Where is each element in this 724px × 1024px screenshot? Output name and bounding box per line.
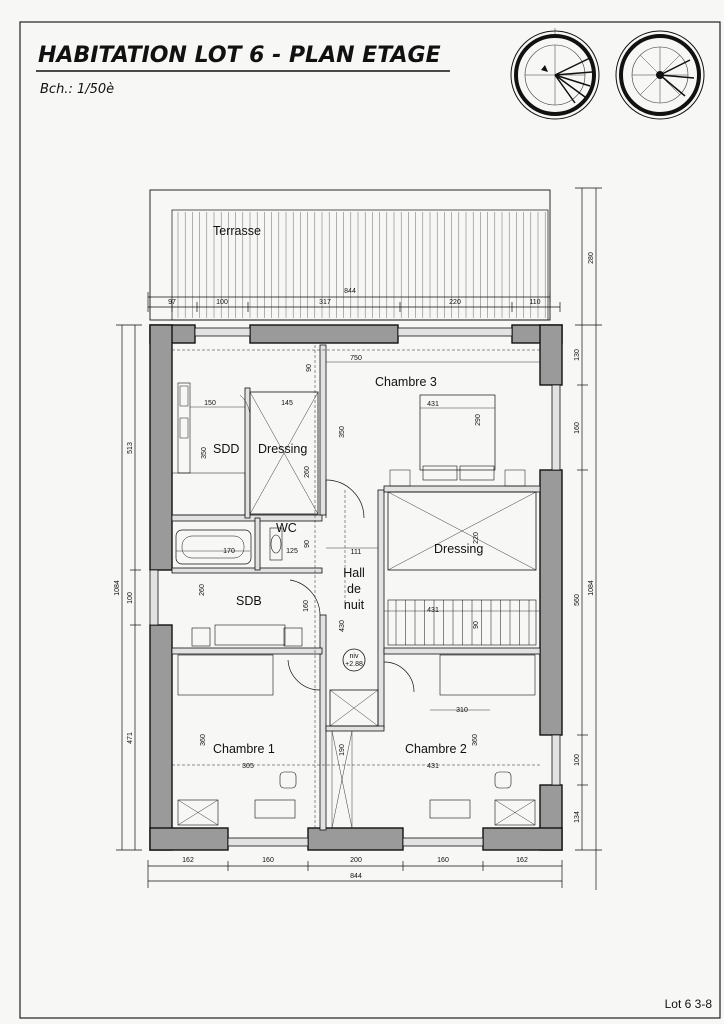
hatched-zones — [250, 392, 536, 828]
dim-bot-200: 200 — [350, 857, 362, 864]
dim-right-160: 160 — [574, 422, 581, 434]
dim-top-110: 110 — [529, 299, 541, 306]
level-marker — [343, 649, 365, 671]
dim-150: 150 — [204, 400, 216, 407]
room-label-chambre2: Chambre 2 — [405, 742, 467, 756]
dim-160: 160 — [303, 600, 310, 612]
dim-right-130: 130 — [574, 349, 581, 361]
dim-350b: 350 — [201, 447, 208, 459]
dim-431b: 431 — [427, 607, 439, 614]
dim-top-220: 220 — [449, 299, 461, 306]
dim-430: 430 — [339, 620, 346, 632]
room-label-chambre1: Chambre 1 — [213, 742, 275, 756]
dim-bot-160b: 160 — [437, 857, 449, 864]
plan-title: HABITATION LOT 6 - PLAN ETAGE — [38, 43, 441, 68]
dim-bot-total: 844 — [350, 873, 362, 880]
dim-310: 310 — [456, 707, 468, 714]
dim-360b: 360 — [472, 734, 479, 746]
dim-bot-160a: 160 — [262, 857, 274, 864]
room-label-terrasse: Terrasse — [213, 224, 261, 238]
dim-top-100: 100 — [216, 299, 228, 306]
dim-bot-162a: 162 — [182, 857, 194, 864]
room-label-dressing1: Dressing — [258, 442, 308, 456]
room-label-wc: WC — [276, 521, 297, 535]
dim-170: 170 — [223, 548, 235, 555]
dimension-left — [114, 325, 142, 850]
dim-190: 190 — [339, 744, 346, 756]
dim-right-100: 100 — [574, 754, 581, 766]
room-label-sdd: SDD — [213, 442, 240, 456]
dim-260b: 260 — [199, 584, 206, 596]
level-value: +2.88 — [345, 661, 363, 668]
dimension-right — [574, 188, 602, 890]
dim-90b: 90 — [304, 540, 311, 548]
level-label: niv — [349, 653, 359, 660]
sheet-reference: Lot 6 3-8 — [664, 997, 712, 1011]
dim-290: 290 — [475, 414, 482, 426]
dim-90a: 90 — [306, 364, 313, 372]
dim-right-560: 560 — [574, 594, 581, 606]
dim-111: 111 — [350, 549, 362, 556]
dim-left-471: 471 — [127, 732, 134, 744]
dim-left-1084: 1084 — [114, 580, 121, 596]
room-label-hall-3: nuit — [343, 598, 365, 612]
dim-431c: 431 — [427, 763, 439, 770]
dim-125: 125 — [286, 548, 298, 555]
dim-260a: 260 — [304, 466, 311, 478]
sheet-border — [20, 22, 720, 1018]
dim-305: 305 — [242, 763, 254, 770]
dim-right-134: 134 — [574, 811, 581, 823]
dim-left-100: 100 — [127, 592, 134, 604]
room-label-sdb: SDB — [236, 594, 262, 608]
staircase — [388, 600, 536, 645]
dim-top-total: 844 — [344, 288, 356, 295]
sun-path-dial-right — [616, 31, 704, 119]
room-label-hall-2: de — [347, 582, 361, 596]
interior-dimensions — [176, 355, 540, 770]
dimension-bottom — [148, 857, 562, 888]
plan-scale: Bch.: 1/50è — [40, 82, 115, 97]
room-label-chambre3: Chambre 3 — [375, 375, 437, 389]
dim-left-513: 513 — [127, 442, 134, 454]
room-label-dressing2: Dressing — [434, 542, 484, 556]
dim-220: 220 — [473, 532, 480, 544]
dim-750: 750 — [350, 355, 362, 362]
dimension-top — [148, 288, 560, 312]
dim-360a: 360 — [200, 734, 207, 746]
dim-top-97: 97 — [168, 299, 176, 306]
dim-top-317: 317 — [319, 299, 331, 306]
room-label-hall-1: Hall — [343, 566, 365, 580]
dim-90c: 90 — [473, 621, 480, 629]
dim-145: 145 — [281, 400, 293, 407]
dim-right-1084: 1084 — [588, 580, 595, 596]
terrace — [150, 190, 550, 320]
sun-path-dial-left — [511, 28, 599, 119]
dim-350a: 350 — [339, 426, 346, 438]
dim-right-280: 280 — [588, 252, 595, 264]
dim-bot-162b: 162 — [516, 857, 528, 864]
dim-431a: 431 — [427, 401, 439, 408]
